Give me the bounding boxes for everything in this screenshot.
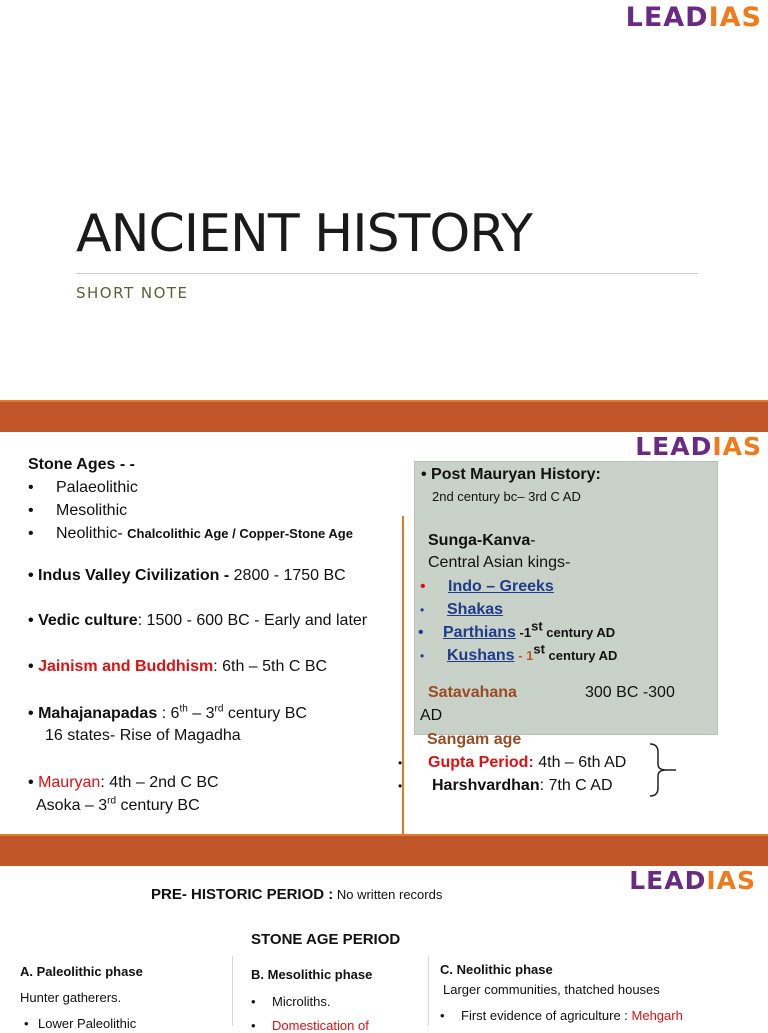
- leadias-logo: LEADIAS: [629, 866, 756, 895]
- divider-band: [0, 836, 768, 866]
- satavahana-ad: AD: [420, 707, 443, 724]
- sangam-age: Sangam age: [427, 731, 522, 748]
- column-divider: [232, 956, 233, 1026]
- divider-band: [0, 402, 768, 432]
- stone-age-heading: STONE AGE PERIOD: [251, 931, 401, 948]
- indo-greeks-item: • Indo – Greeks: [420, 578, 554, 595]
- sunga-kanva: Sunga-Kanva-: [428, 532, 536, 549]
- neolithic-text: Larger communities, thatched houses: [443, 982, 660, 997]
- mesolithic-bullet: • Domestication of: [251, 1018, 369, 1033]
- stone-ages-heading: Stone Ages - -: [28, 456, 135, 473]
- paleolithic-text: Hunter gatherers.: [20, 990, 122, 1005]
- vedic-item: • Vedic culture: 1500 - 600 BC - Early and later: [28, 612, 368, 629]
- ivc-item: • Indus Valley Civilization - 2800 - 1750 BC: [28, 567, 346, 584]
- list-item: • Mesolithic: [28, 502, 128, 519]
- list-item: • Palaeolithic: [28, 479, 138, 496]
- prehistoric-heading: PRE- HISTORIC PERIOD : No written records: [151, 886, 443, 903]
- mesolithic-bullet: • Microliths.: [251, 994, 331, 1009]
- brace-mark: [648, 742, 678, 798]
- gupta-item: • Gupta Period: 4th – 6th AD: [398, 754, 627, 771]
- mauryan-item: • Mauryan: 4th – 2nd C BC: [28, 774, 219, 791]
- neolithic-bullet: • First evidence of agriculture : Mehgarh: [440, 1008, 683, 1023]
- page-subtitle: SHORT NOTE: [76, 284, 189, 302]
- mesolithic-title: B. Mesolithic phase: [251, 967, 373, 982]
- kushans-item: • Kushans - 1st century AD: [420, 641, 618, 664]
- harshvardhan-item: • Harshvardhan: 7th C AD: [398, 777, 613, 794]
- page-title: ANCIENT HISTORY: [76, 204, 532, 264]
- mahajanapadas-item: • Mahajanapadas : 6th – 3rd century BC: [28, 703, 307, 722]
- post-mauryan-box: [414, 461, 718, 735]
- satavahana-label: Satavahana: [428, 684, 517, 701]
- overview-slide: [0, 432, 768, 834]
- mahajanapadas-note: 16 states- Rise of Magadha: [45, 727, 241, 744]
- satavahana-range: 300 BC -300: [585, 684, 675, 701]
- paleolithic-bullet: • Lower Paleolithic: [24, 1016, 137, 1031]
- column-divider: [428, 956, 429, 1026]
- title-divider: [76, 273, 698, 274]
- prehistoric-slide: [0, 866, 768, 1033]
- asoka-note: Asoka – 3rd century BC: [36, 795, 200, 814]
- neolithic-title: C. Neolithic phase: [440, 962, 553, 977]
- jainism-item: • Jainism and Buddhism: 6th – 5th C BC: [28, 658, 328, 675]
- leadias-logo: LEADIAS: [625, 2, 762, 33]
- post-mauryan-range: 2nd century bc– 3rd C AD: [432, 489, 581, 504]
- title-slide: [0, 0, 768, 400]
- parthians-item: • Parthians -1st century AD: [418, 618, 616, 641]
- list-item: • Neolithic- Chalcolithic Age / Copper-Stone Age: [28, 525, 353, 542]
- shakas-item: • Shakas: [420, 601, 504, 618]
- paleolithic-title: A. Paleolithic phase: [20, 964, 143, 979]
- leadias-logo: LEADIAS: [635, 432, 762, 461]
- post-mauryan-heading: • Post Mauryan History:: [421, 466, 601, 483]
- central-asian-kings: Central Asian kings-: [428, 554, 571, 571]
